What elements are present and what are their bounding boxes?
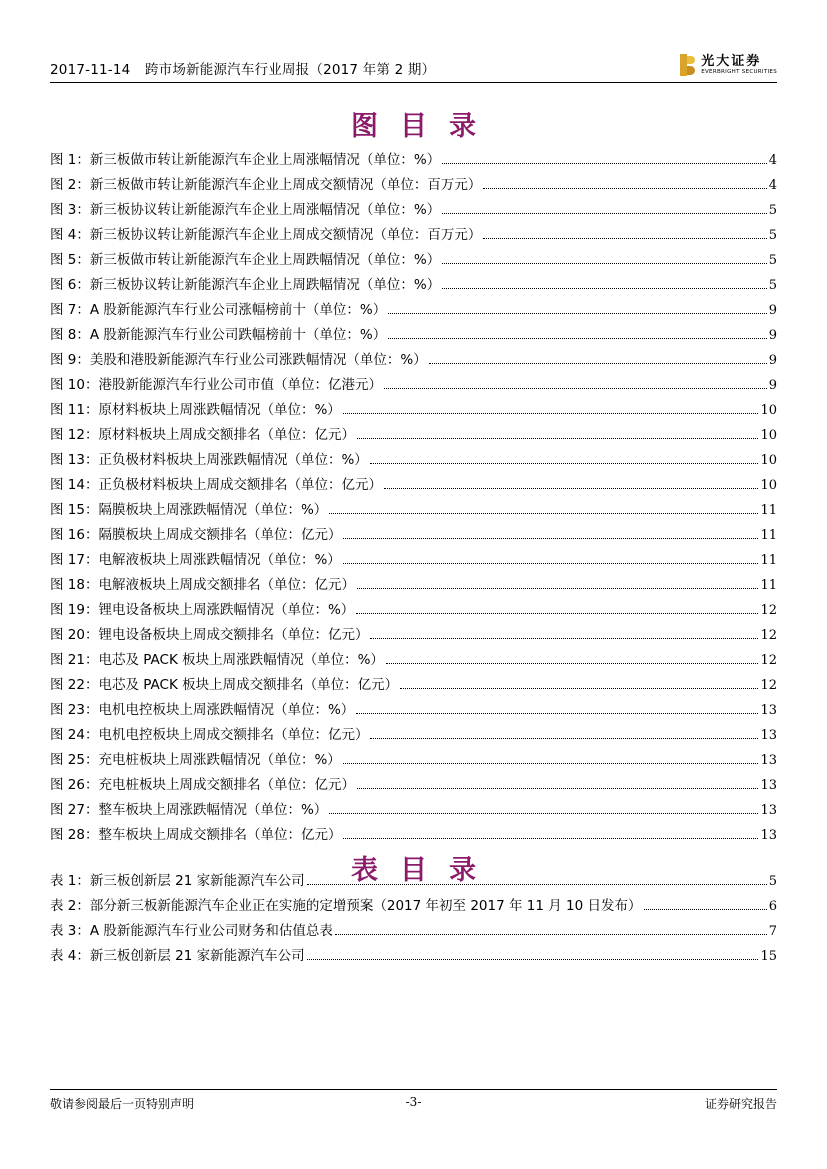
table-toc-entry-page: 15 bbox=[760, 949, 777, 964]
tables-heading: 表目录 bbox=[351, 855, 498, 886]
figure-toc-entry-page: 9 bbox=[768, 303, 777, 318]
figure-toc-entry[interactable] bbox=[50, 668, 777, 693]
figure-toc-entry-page: 12 bbox=[760, 628, 777, 643]
figure-toc-entry-page: 4 bbox=[768, 178, 777, 193]
dot-leader bbox=[357, 438, 758, 439]
figure-toc-entry-page: 13 bbox=[760, 828, 777, 843]
dot-leader bbox=[356, 613, 758, 614]
page-number: -3- bbox=[405, 1095, 422, 1109]
dot-leader bbox=[483, 238, 766, 239]
figure-toc-entry[interactable] bbox=[50, 168, 777, 193]
logo-mark-icon bbox=[680, 54, 696, 76]
figure-toc-entry[interactable] bbox=[50, 443, 777, 468]
figures-list bbox=[50, 143, 777, 843]
dot-leader bbox=[343, 763, 759, 764]
figure-toc-entry[interactable] bbox=[50, 293, 777, 318]
figure-toc-entry-label: 图 2：新三板做市转让新能源汽车企业上周成交额情况（单位：百万元） bbox=[50, 177, 482, 193]
table-toc-entry-page: 5 bbox=[768, 874, 777, 889]
figure-toc-entry-label: 图 24：电机电控板块上周成交额排名（单位：亿元） bbox=[50, 727, 369, 743]
figure-toc-entry-page: 5 bbox=[768, 253, 777, 268]
figure-toc-entry-label: 图 22：电芯及 PACK 板块上周成交额排名（单位：亿元） bbox=[50, 677, 399, 693]
table-toc-entry-label: 表 4：新三板创新层 21 家新能源汽车公司 bbox=[50, 948, 305, 964]
figure-toc-entry[interactable] bbox=[50, 493, 777, 518]
figure-toc-entry-label: 图 15：隔膜板块上周涨跌幅情况（单位：%） bbox=[50, 502, 328, 518]
footer-disclaimer: 敬请参阅最后一页特别声明 bbox=[50, 1097, 195, 1111]
figure-toc-entry-label: 图 19：锂电设备板块上周涨跌幅情况（单位：%） bbox=[50, 602, 355, 618]
figure-toc-entry-page: 5 bbox=[768, 228, 777, 243]
figure-toc-entry-label: 图 12：原材料板块上周成交额排名（单位：亿元） bbox=[50, 427, 355, 443]
dot-leader bbox=[388, 313, 766, 314]
dot-leader bbox=[384, 388, 767, 389]
figure-toc-entry-page: 11 bbox=[760, 528, 777, 543]
figure-toc-entry-page: 10 bbox=[760, 428, 777, 443]
figure-toc-entry[interactable] bbox=[50, 543, 777, 568]
dot-leader bbox=[329, 513, 758, 514]
figure-toc-entry-label: 图 13：正负极材料板块上周涨跌幅情况（单位：%） bbox=[50, 452, 368, 468]
figure-toc-entry-page: 11 bbox=[760, 553, 777, 568]
figure-toc-entry-page: 13 bbox=[760, 728, 777, 743]
logo-name-en: EVERBRIGHT SECURITIES bbox=[701, 68, 777, 75]
figure-toc-entry[interactable] bbox=[50, 693, 777, 718]
figure-toc-entry-page: 13 bbox=[760, 803, 777, 818]
figure-toc-entry-page: 10 bbox=[760, 403, 777, 418]
figure-toc-entry[interactable] bbox=[50, 393, 777, 418]
figure-toc-entry-label: 图 23：电机电控板块上周涨跌幅情况（单位：%） bbox=[50, 702, 355, 718]
figure-toc-entry[interactable] bbox=[50, 618, 777, 643]
figure-toc-entry-label: 图 5：新三板做市转让新能源汽车企业上周跌幅情况（单位：%） bbox=[50, 252, 441, 268]
figure-toc-entry-page: 10 bbox=[760, 478, 777, 493]
dot-leader bbox=[370, 738, 758, 739]
figure-toc-entry-page: 9 bbox=[768, 378, 777, 393]
figure-toc-entry[interactable] bbox=[50, 568, 777, 593]
header-text bbox=[50, 58, 435, 78]
figure-toc-entry-label: 图 21：电芯及 PACK 板块上周涨跌幅情况（单位：%） bbox=[50, 652, 384, 668]
footer-report-type: 证券研究报告 bbox=[704, 1097, 777, 1111]
dot-leader bbox=[388, 338, 766, 339]
company-logo bbox=[680, 54, 777, 76]
dot-leader bbox=[442, 213, 767, 214]
figure-toc-entry-page: 13 bbox=[760, 753, 777, 768]
figure-toc-entry[interactable] bbox=[50, 718, 777, 743]
figure-toc-entry[interactable] bbox=[50, 593, 777, 618]
figure-toc-entry-label: 图 16：隔膜板块上周成交额排名（单位：亿元） bbox=[50, 527, 342, 543]
dot-leader bbox=[483, 188, 766, 189]
figure-toc-entry-page: 12 bbox=[760, 653, 777, 668]
table-toc-entry-page: 6 bbox=[768, 899, 777, 914]
figure-toc-entry[interactable] bbox=[50, 343, 777, 368]
figures-heading: 图目录 bbox=[351, 111, 498, 142]
dot-leader bbox=[400, 688, 758, 689]
dot-leader bbox=[335, 934, 767, 935]
figure-toc-entry[interactable] bbox=[50, 418, 777, 443]
figure-toc-entry-page: 9 bbox=[768, 328, 777, 343]
dot-leader bbox=[343, 838, 758, 839]
table-toc-entry-label: 表 3：A 股新能源汽车行业公司财务和估值总表 bbox=[50, 923, 333, 939]
dot-leader bbox=[384, 488, 758, 489]
figure-toc-entry-label: 图 4：新三板协议转让新能源汽车企业上周成交额情况（单位：百万元） bbox=[50, 227, 482, 243]
table-toc-entry[interactable] bbox=[50, 914, 777, 939]
tables-list bbox=[50, 864, 777, 964]
figure-toc-entry[interactable] bbox=[50, 318, 777, 343]
figure-toc-entry-page: 13 bbox=[760, 703, 777, 718]
figure-toc-entry-label: 图 26：充电桩板块上周成交额排名（单位：亿元） bbox=[50, 777, 355, 793]
figure-toc-entry[interactable] bbox=[50, 643, 777, 668]
dot-leader bbox=[356, 713, 758, 714]
table-toc-entry-label: 表 2：部分新三板新能源汽车企业正在实施的定增预案（2017 年初至 2017 年 11 月 10 日发布） bbox=[50, 898, 642, 914]
table-toc-entry[interactable] bbox=[50, 889, 777, 914]
dot-leader bbox=[343, 538, 758, 539]
figure-toc-entry-label: 图 17：电解液板块上周涨跌幅情况（单位：%） bbox=[50, 552, 341, 568]
figure-toc-entry[interactable] bbox=[50, 818, 777, 843]
figure-toc-entry-label: 图 3：新三板协议转让新能源汽车企业上周涨幅情况（单位：%） bbox=[50, 202, 441, 218]
figure-toc-entry-label: 图 28：整车板块上周成交额排名（单位：亿元） bbox=[50, 827, 342, 843]
figure-toc-entry-page: 12 bbox=[760, 678, 777, 693]
header-title: 跨市场新能源汽车行业周报（2017 年第 2 期） bbox=[144, 62, 436, 78]
figure-toc-entry[interactable] bbox=[50, 143, 777, 168]
dot-leader bbox=[343, 563, 759, 564]
figure-toc-entry-label: 图 1：新三板做市转让新能源汽车企业上周涨幅情况（单位：%） bbox=[50, 152, 441, 168]
dot-leader bbox=[307, 884, 767, 885]
figure-toc-entry-page: 5 bbox=[768, 203, 777, 218]
dot-leader bbox=[442, 163, 767, 164]
dot-leader bbox=[429, 363, 767, 364]
figure-toc-entry-page: 4 bbox=[768, 153, 777, 168]
page-header bbox=[50, 50, 777, 83]
figure-toc-entry-page: 12 bbox=[760, 603, 777, 618]
figure-toc-entry-label: 图 14：正负极材料板块上周成交额排名（单位：亿元） bbox=[50, 477, 382, 493]
figure-toc-entry[interactable] bbox=[50, 193, 777, 218]
figure-toc-entry[interactable] bbox=[50, 518, 777, 543]
figure-toc-entry-page: 11 bbox=[760, 503, 777, 518]
table-toc-entry[interactable] bbox=[50, 864, 777, 889]
dot-leader bbox=[357, 588, 758, 589]
figure-toc-entry[interactable] bbox=[50, 243, 777, 268]
figure-toc-entry-label: 图 20：锂电设备板块上周成交额排名（单位：亿元） bbox=[50, 627, 369, 643]
figure-toc-entry-label: 图 8：A 股新能源汽车行业公司跌幅榜前十（单位：%） bbox=[50, 327, 387, 343]
logo-name-cn: 光大证券 bbox=[701, 53, 762, 69]
figure-toc-entry-label: 图 11：原材料板块上周涨跌幅情况（单位：%） bbox=[50, 402, 341, 418]
header-date: 2017-11-14 bbox=[50, 62, 131, 78]
figure-toc-entry-label: 图 18：电解液板块上周成交额排名（单位：亿元） bbox=[50, 577, 355, 593]
dot-leader bbox=[343, 413, 759, 414]
figure-toc-entry[interactable] bbox=[50, 793, 777, 818]
figure-toc-entry[interactable] bbox=[50, 218, 777, 243]
figure-toc-entry-page: 10 bbox=[760, 453, 777, 468]
dot-leader bbox=[307, 959, 759, 960]
table-toc-entry-label: 表 1：新三板创新层 21 家新能源汽车公司 bbox=[50, 873, 305, 889]
figure-toc-entry-label: 图 27：整车板块上周涨跌幅情况（单位：%） bbox=[50, 802, 328, 818]
dot-leader bbox=[357, 788, 758, 789]
figure-toc-entry[interactable] bbox=[50, 268, 777, 293]
figure-toc-entry-label: 图 7：A 股新能源汽车行业公司涨幅榜前十（单位：%） bbox=[50, 302, 387, 318]
figure-toc-entry-label: 图 25：充电桩板块上周涨跌幅情况（单位：%） bbox=[50, 752, 341, 768]
figure-toc-entry-page: 13 bbox=[760, 778, 777, 793]
dot-leader bbox=[644, 909, 767, 910]
figure-toc-entry-label: 图 6：新三板协议转让新能源汽车企业上周跌幅情况（单位：%） bbox=[50, 277, 441, 293]
dot-leader bbox=[370, 463, 759, 464]
dot-leader bbox=[386, 663, 759, 664]
figure-toc-entry-label: 图 10：港股新能源汽车行业公司市值（单位：亿港元） bbox=[50, 377, 382, 393]
table-toc-entry[interactable] bbox=[50, 939, 777, 964]
figure-toc-entry[interactable] bbox=[50, 468, 777, 493]
figure-toc-entry-page: 9 bbox=[768, 353, 777, 368]
figure-toc-entry-label: 图 9：美股和港股新能源汽车行业公司涨跌幅情况（单位：%） bbox=[50, 352, 427, 368]
table-toc-entry-page: 7 bbox=[768, 924, 777, 939]
dot-leader bbox=[329, 813, 758, 814]
page-footer bbox=[50, 1089, 777, 1120]
figure-toc-entry-page: 5 bbox=[768, 278, 777, 293]
figure-toc-entry[interactable] bbox=[50, 368, 777, 393]
logo-text bbox=[701, 55, 777, 76]
dot-leader bbox=[370, 638, 758, 639]
dot-leader bbox=[442, 288, 767, 289]
figure-toc-entry[interactable] bbox=[50, 768, 777, 793]
figure-toc-entry[interactable] bbox=[50, 743, 777, 768]
figure-toc-entry-page: 11 bbox=[760, 578, 777, 593]
dot-leader bbox=[442, 263, 767, 264]
